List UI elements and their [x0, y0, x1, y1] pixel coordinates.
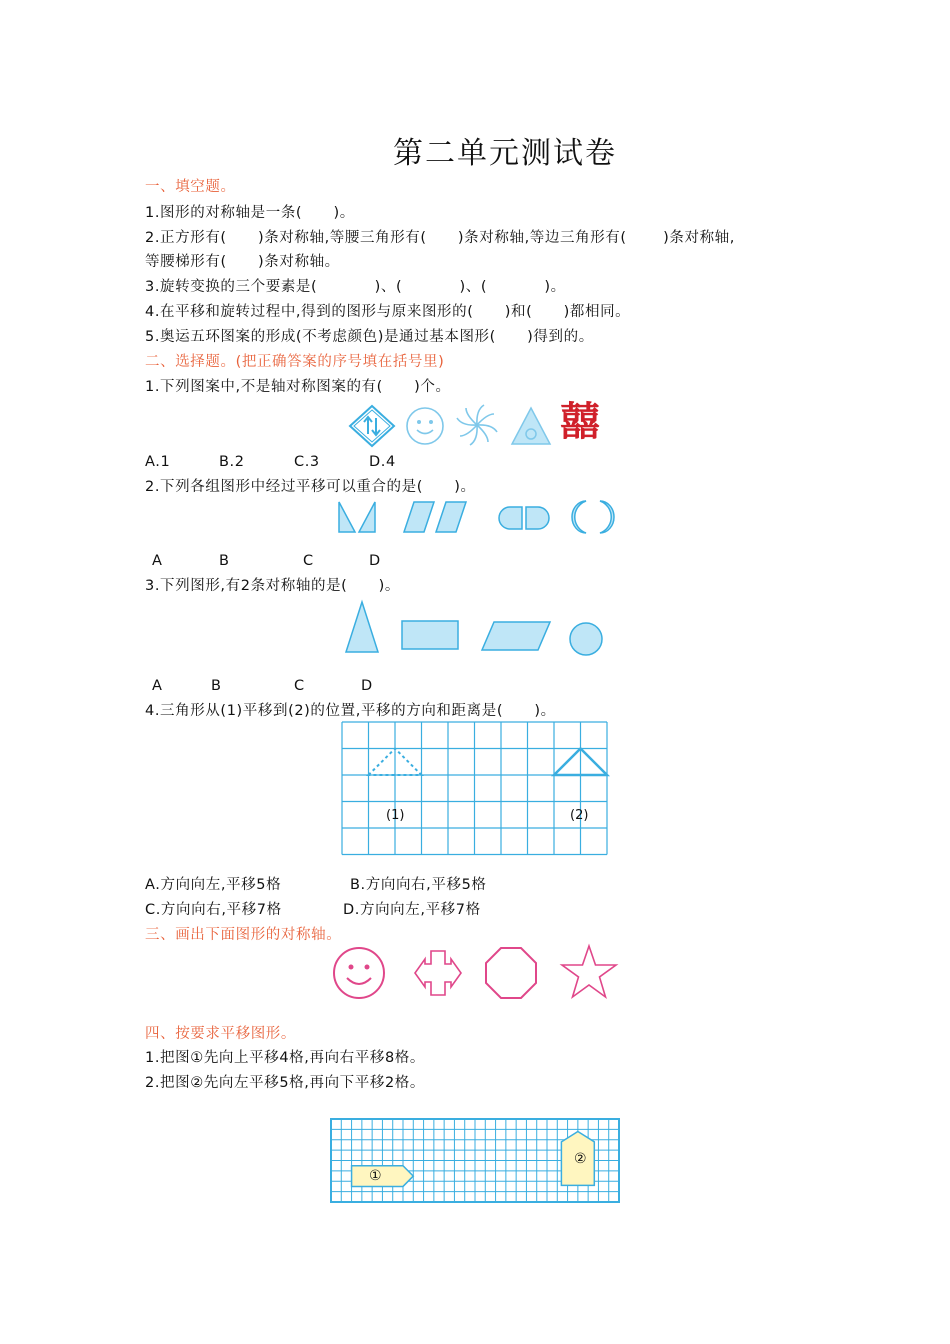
- choice-3-label-c: C: [294, 678, 305, 694]
- cross-arrows-shape: [413, 948, 463, 998]
- diamond-arrows-pattern: [348, 404, 396, 448]
- fill-question-2: 2.正方形有( )条对称轴,等腰三角形有( )条对称轴,等边三角形有( )条对称轴,: [145, 230, 735, 246]
- option-b-rectangle: [400, 619, 460, 651]
- choice-1-option-d: D.4: [369, 454, 396, 470]
- choice-4-option-c: C.方向向右,平移7格: [145, 902, 282, 918]
- double-happiness-pattern: 囍: [560, 399, 600, 445]
- fill-question-2-cont: 等腰梯形有( )条对称轴。: [145, 254, 340, 270]
- smiley-pattern: [405, 406, 445, 446]
- choice-4-option-b: B.方向向右,平移5格: [350, 877, 487, 893]
- translate-question-1: 1.把图①先向上平移4格,再向右平移8格。: [145, 1050, 425, 1066]
- choice-question-1: 1.下列图案中,不是轴对称图案的有( )个。: [145, 379, 451, 395]
- triangle-circle-pattern: [510, 406, 552, 446]
- choice-2-label-d: D: [369, 553, 381, 569]
- grid-label-1: (1): [386, 808, 405, 823]
- choice-2-label-c: C: [303, 553, 314, 569]
- option-d-circle: [567, 620, 605, 658]
- choice-4-option-d: D.方向向左,平移7格: [343, 902, 481, 918]
- star-shape: [560, 944, 618, 1000]
- section-symmetry-axis: 三、画出下面图形的对称轴。: [145, 927, 342, 943]
- choice-2-label-b: B: [219, 553, 230, 569]
- shape-1-label: ①: [369, 1168, 382, 1184]
- fill-question-5: 5.奥运五环图案的形成(不考虑颜色)是通过基本图形( )得到的。: [145, 329, 594, 345]
- option-b-parallelograms: [402, 500, 468, 534]
- option-a-flags: [337, 500, 377, 534]
- choice-question-4: 4.三角形从(1)平移到(2)的位置,平移的方向和距离是( )。: [145, 703, 556, 719]
- pinwheel-pattern: [454, 402, 500, 448]
- fill-question-4: 4.在平移和旋转过程中,得到的图形与原来图形的( )和( )都相同。: [145, 304, 631, 320]
- option-d-crescents: [572, 499, 614, 535]
- option-c-parallelogram: [480, 620, 552, 652]
- translate-question-2: 2.把图②先向左平移5格,再向下平移2格。: [145, 1075, 425, 1091]
- smiley-face-icon: [332, 946, 386, 1000]
- section-fill-blank: 一、填空题。: [145, 179, 236, 195]
- fill-question-3: 3.旋转变换的三个要素是( )、( )、( )。: [145, 279, 566, 295]
- translation-grid: [342, 722, 608, 855]
- grid-label-2: (2): [570, 808, 589, 823]
- choice-2-label-a: A: [152, 553, 163, 569]
- choice-question-3: 3.下列图形,有2条对称轴的是( )。: [145, 578, 401, 594]
- option-c-half-circles: [496, 505, 552, 531]
- choice-3-label-a: A: [152, 678, 163, 694]
- choice-4-option-a: A.方向向左,平移5格: [145, 877, 282, 893]
- page-title: 第二单元测试卷: [393, 136, 617, 171]
- choice-3-label-b: B: [211, 678, 222, 694]
- choice-1-option-c: C.3: [294, 454, 320, 470]
- choice-question-2: 2.下列各组图形中经过平移可以重合的是( )。: [145, 479, 476, 495]
- shape-2-label: ②: [574, 1151, 587, 1167]
- section-translate: 四、按要求平移图形。: [145, 1026, 296, 1042]
- fill-question-1: 1.图形的对称轴是一条( )。: [145, 205, 355, 221]
- shape-1: [352, 1166, 414, 1187]
- octagon-shape: [484, 946, 538, 1000]
- option-a-triangle: [344, 600, 380, 654]
- section-choice: 二、选择题。(把正确答案的序号填在括号里): [145, 354, 445, 370]
- choice-3-label-d: D: [361, 678, 373, 694]
- choice-1-option-b: B.2: [219, 454, 245, 470]
- choice-1-option-a: A.1: [145, 454, 171, 470]
